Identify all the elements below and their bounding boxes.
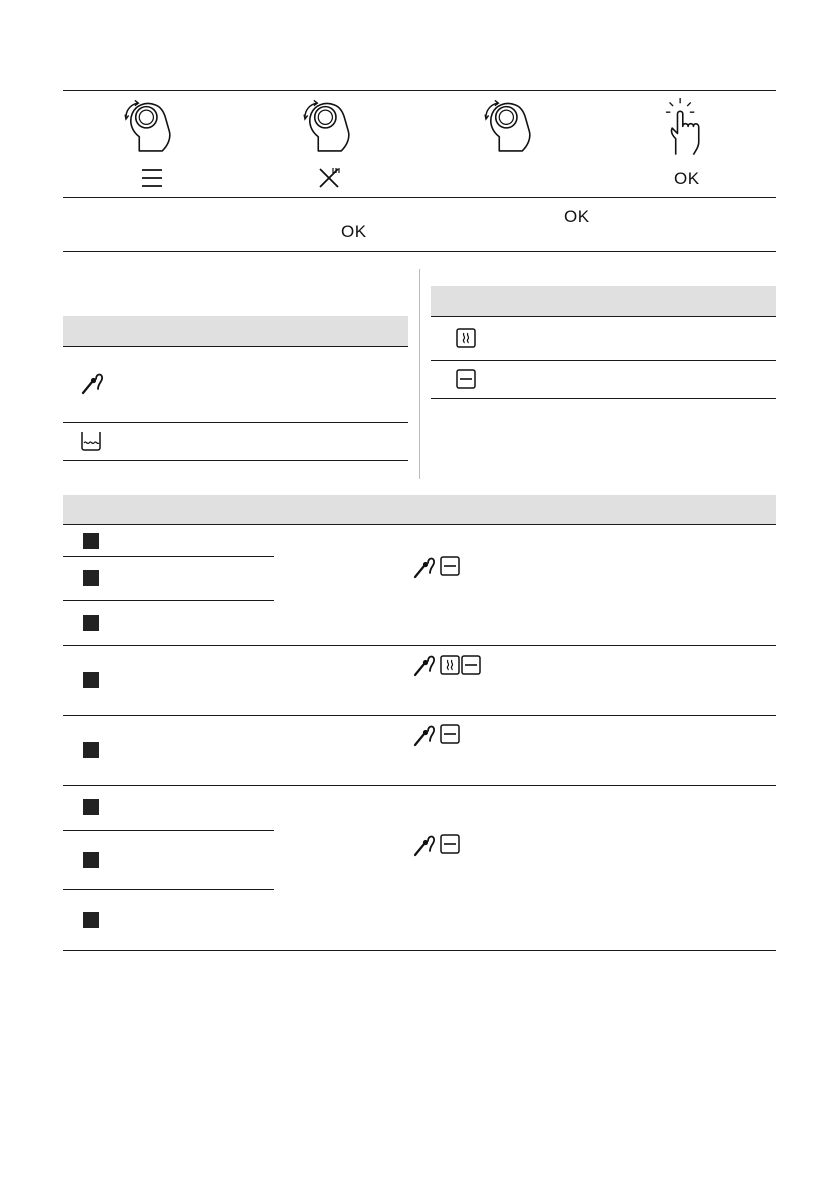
food-sensor-icon (80, 371, 104, 395)
ok-label: OK (564, 207, 590, 226)
left-table-header (63, 316, 408, 346)
ok-label: OK (674, 169, 700, 188)
row-marker (83, 533, 99, 549)
turn-knob-icon (478, 96, 540, 158)
table-rule (63, 645, 776, 646)
food-sensor-icon (412, 723, 436, 747)
bottom-heat-icon (456, 369, 476, 389)
food-sensor-icon (412, 833, 436, 857)
bottom-heat-icon (440, 834, 460, 854)
row-marker (83, 742, 99, 758)
table-rule (63, 715, 776, 716)
bottom-heat-icon (440, 724, 460, 744)
row-marker (83, 672, 99, 688)
water-tray-icon (81, 431, 101, 451)
table-rule (63, 346, 408, 347)
table-rule (431, 316, 776, 317)
table-rule (63, 950, 776, 951)
instruction-bottom-rule (63, 251, 776, 252)
steam-heat-icon (440, 655, 460, 675)
press-knob-icon (658, 98, 720, 160)
table-rule (63, 556, 274, 557)
row-marker (83, 615, 99, 631)
bottom-heat-icon (461, 655, 481, 675)
row-marker (83, 852, 99, 868)
row-marker (83, 570, 99, 586)
turn-knob-icon (297, 96, 359, 158)
table-rule (431, 360, 776, 361)
steps-bottom-rule (63, 197, 776, 198)
cutlery-icon (318, 167, 340, 189)
food-sensor-icon (412, 555, 436, 579)
ok-label: OK (341, 222, 367, 241)
table-rule (63, 785, 776, 786)
table-rule (63, 524, 776, 525)
table-rule (63, 422, 408, 423)
right-table-header (431, 286, 776, 316)
column-divider (419, 269, 420, 479)
turn-knob-icon (118, 96, 180, 158)
row-marker (83, 912, 99, 928)
steam-heat-icon (456, 328, 476, 348)
row-marker (83, 799, 99, 815)
table-rule (63, 600, 274, 601)
menu-icon (141, 168, 163, 188)
table-rule (63, 889, 274, 890)
table-rule (63, 460, 408, 461)
main-table-header (63, 495, 776, 524)
bottom-heat-icon (440, 556, 460, 576)
table-rule (63, 830, 274, 831)
food-sensor-icon (412, 653, 436, 677)
table-rule (431, 398, 776, 399)
steps-top-rule (63, 90, 776, 91)
